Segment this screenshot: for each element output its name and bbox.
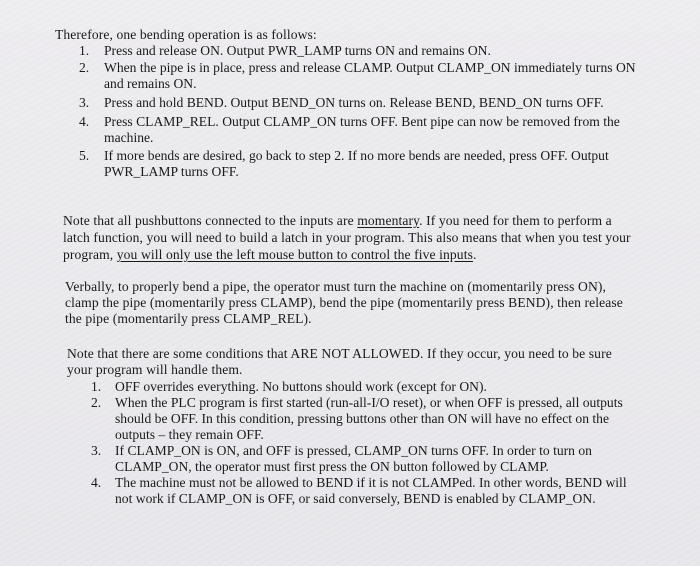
- note1-text-1: Note that all pushbuttons connected to the inputs are: [63, 213, 358, 228]
- step-item: [79, 43, 639, 59]
- operation-steps-list: [79, 43, 639, 180]
- note1-text-3: .: [472, 247, 477, 262]
- step-text: When the pipe is in place, press and release CLAMP. Output CLAMP_ON immediately turns ON and remains ON.: [104, 60, 636, 91]
- note1-underline-momentary: momentary: [357, 213, 420, 228]
- condition-item: [91, 395, 636, 443]
- step-number: 1.: [79, 43, 90, 58]
- step-number: 2.: [79, 60, 90, 75]
- not-allowed-conditions-list: [91, 379, 636, 507]
- condition-item: [91, 443, 636, 475]
- step-text: Press and release ON. Output PWR_LAMP turns ON and remains ON.: [104, 43, 491, 58]
- condition-number: 4.: [91, 475, 102, 490]
- conditions-note: Note that there are some conditions that ARE NOT ALLOWED. If they occur, you need to be sure your program will handle them.: [67, 346, 612, 377]
- condition-number: 2.: [91, 395, 102, 410]
- step-text: Press CLAMP_REL. Output CLAMP_ON turns OFF. Bent pipe can now be removed from the machine.: [104, 114, 620, 145]
- condition-number: 1.: [91, 379, 102, 394]
- step-number: 3.: [79, 95, 90, 110]
- condition-text: When the PLC program is first started (run-all-I/O reset), or when OFF is pressed, all outputs should be OFF. In this condition, pressing buttons other than ON will have no effect on the outputs – they remain OFF.: [115, 395, 623, 442]
- verbal-description: Verbally, to properly bend a pipe, the operator must turn the machine on (momentarily press ON), clamp the pipe (momentarily press CLAMP), bend the pipe (momentarily press BEND), then release the pipe (momentarily press CLAMP_REL).: [65, 279, 623, 326]
- step-item: [79, 95, 639, 111]
- intro-text: Therefore, one bending operation is as follows:: [55, 27, 317, 42]
- step-number: 4.: [79, 114, 90, 129]
- condition-number: 3.: [91, 443, 102, 458]
- step-item: [79, 148, 639, 180]
- step-number: 5.: [79, 148, 90, 163]
- condition-text: If CLAMP_ON is ON, and OFF is pressed, CLAMP_ON turns OFF. In order to turn on CLAMP_ON, the operator must first press the ON button followed by CLAMP.: [115, 443, 592, 474]
- step-text: If more bends are desired, go back to step 2. If no more bends are needed, press OFF. Output PWR_LAMP turns OFF.: [104, 148, 609, 179]
- step-item: [79, 114, 639, 146]
- condition-item: [91, 379, 636, 395]
- condition-item: [91, 475, 636, 507]
- pushbutton-note: [63, 212, 633, 263]
- note1-text-2: . If you need for them to perform a latch function, you will need to build a latch in your program. This also means that when you test your program,: [63, 213, 631, 262]
- note1-underline-mouse: you will only use the left mouse button to control the five inputs: [116, 247, 473, 262]
- condition-text: OFF overrides everything. No buttons should work (except for ON).: [115, 379, 487, 394]
- step-item: [79, 60, 639, 92]
- condition-text: The machine must not be allowed to BEND if it is not CLAMPed. In other words, BEND will not work if CLAMP_ON is OFF, or said conversely, BEND is enabled by CLAMP_ON.: [115, 475, 627, 506]
- step-text: Press and hold BEND. Output BEND_ON turns on. Release BEND, BEND_ON turns OFF.: [104, 95, 604, 110]
